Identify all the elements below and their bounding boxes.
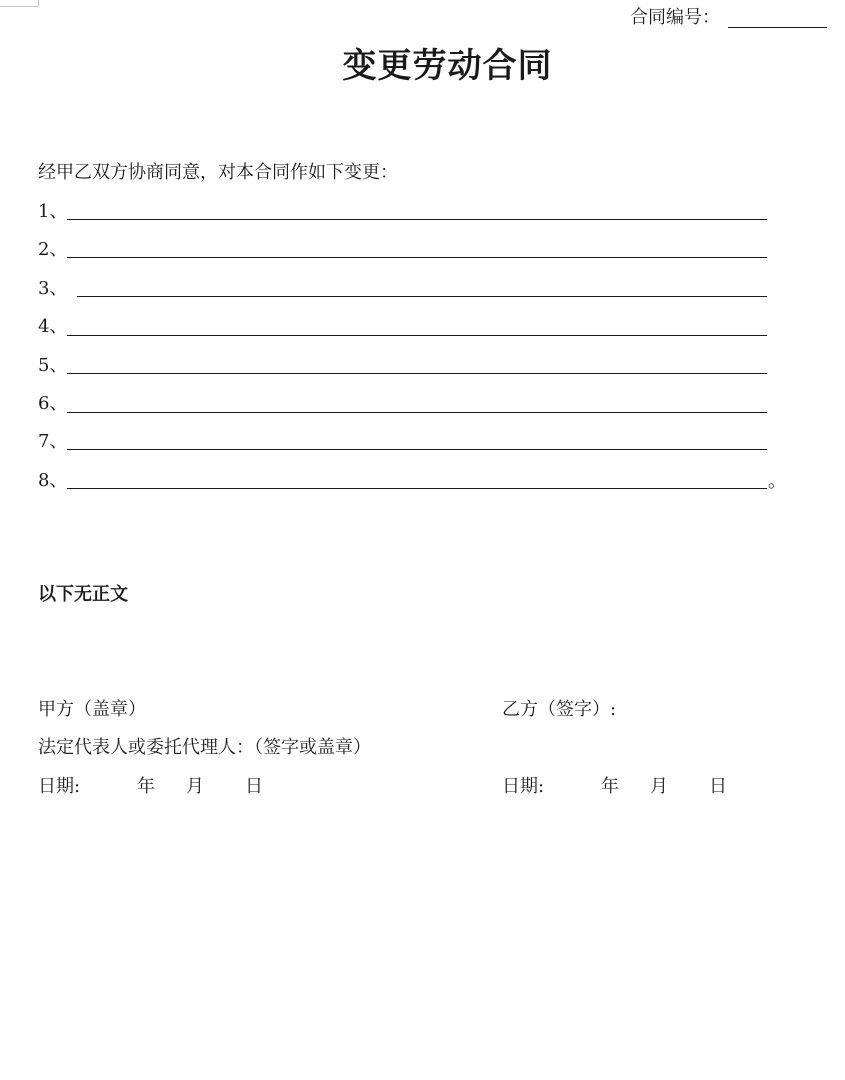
item-blank-8[interactable] <box>67 488 767 489</box>
item-blank-3[interactable] <box>77 296 767 297</box>
item-number-7: 7、 <box>38 431 68 452</box>
item-blank-4[interactable] <box>67 335 767 336</box>
intro-text: 经甲乙双方协商同意，对本合同作如下变更： <box>38 162 398 183</box>
party-a-date-label: 日期: <box>38 776 81 797</box>
item-end-mark: 。 <box>768 471 786 492</box>
party-b-date-day: 日 <box>709 776 727 797</box>
item-blank-6[interactable] <box>67 412 767 413</box>
party-a-date-year: 年 <box>137 776 155 797</box>
contract-number-label: 合同编号： <box>630 7 720 28</box>
party-b-date-label: 日期: <box>502 776 545 797</box>
no-further-text-note: 以下无正文 <box>38 584 128 605</box>
item-number-2: 2、 <box>38 239 68 260</box>
document-title: 变更劳动合同 <box>342 46 553 86</box>
item-blank-7[interactable] <box>67 449 767 450</box>
contract-number-blank[interactable] <box>728 27 827 28</box>
party-b-label: 乙方（签字）: <box>502 699 617 720</box>
party-a-label: 甲方（盖章） <box>38 699 146 720</box>
party-a-representative-label: 法定代表人或委托代理人：（签字或盖章） <box>38 737 371 758</box>
page-corner-mark <box>0 0 39 7</box>
party-a-date-month: 月 <box>186 776 204 797</box>
item-number-1: 1、 <box>38 201 68 222</box>
party-a-date-day: 日 <box>245 776 263 797</box>
item-blank-1[interactable] <box>67 219 767 220</box>
item-number-4: 4、 <box>38 316 68 337</box>
party-b-date-month: 月 <box>650 776 668 797</box>
item-number-5: 5、 <box>38 355 68 376</box>
party-b-date-year: 年 <box>601 776 619 797</box>
item-number-8: 8、 <box>38 470 68 491</box>
item-blank-2[interactable] <box>67 257 767 258</box>
item-number-6: 6、 <box>38 393 68 414</box>
item-blank-5[interactable] <box>67 373 767 374</box>
item-number-3: 3、 <box>38 278 68 299</box>
